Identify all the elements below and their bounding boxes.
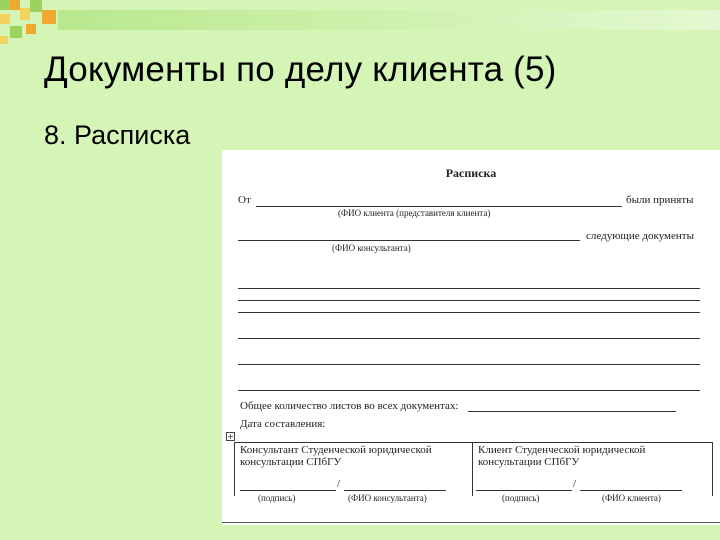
- table-top-border: [234, 442, 712, 443]
- decor-square: [20, 8, 30, 20]
- consultant-signature-line: [240, 490, 336, 491]
- consultant-name-caption: (ФИО консультанта): [348, 493, 427, 503]
- decor-square: [26, 24, 36, 34]
- documents-line: [238, 288, 700, 289]
- decor-square: [10, 26, 22, 38]
- client-name-signature-line: [580, 490, 682, 491]
- table-handle-icon: +: [227, 432, 234, 441]
- table-border: [712, 442, 713, 496]
- header-strip: [58, 10, 720, 30]
- slide-subtitle: 8. Расписка: [44, 120, 191, 150]
- accepted-label: были приняты: [626, 194, 694, 206]
- slash: /: [337, 478, 341, 490]
- receipt-document: [222, 150, 720, 525]
- client-signature-line: [476, 490, 572, 491]
- decor-square: [0, 14, 10, 24]
- documents-line: [238, 300, 700, 301]
- documents-line: [238, 312, 700, 313]
- decor-square: [0, 36, 8, 44]
- consultant-signature-caption: (подпись): [258, 493, 296, 503]
- consultant-name-line: [238, 240, 580, 241]
- documents-line: [238, 364, 700, 365]
- total-pages-line: [468, 411, 676, 412]
- right-block-line2: консультации СПбГУ: [478, 456, 580, 468]
- decor-square: [10, 0, 20, 10]
- slash: /: [573, 478, 577, 490]
- decor-square: [30, 0, 42, 12]
- left-block-line1: Консультант Студенческой юридической: [240, 444, 432, 456]
- table-border: [472, 442, 473, 496]
- following-docs-label: следующие документы: [586, 230, 694, 242]
- decor-square: [42, 10, 56, 24]
- from-label: От: [238, 194, 251, 206]
- documents-line: [238, 390, 700, 391]
- table-border: [234, 442, 235, 496]
- slide-title: Документы по делу клиента (5): [44, 50, 557, 89]
- client-signature-caption: (подпись): [502, 493, 540, 503]
- consultant-caption: (ФИО консультанта): [332, 243, 411, 253]
- page-bottom-edge: [222, 522, 720, 523]
- consultant-name-signature-line: [344, 490, 446, 491]
- total-pages-label: Общее количество листов во всех документах:: [240, 400, 459, 412]
- date-label: Дата составления:: [240, 418, 326, 430]
- client-name-caption: (ФИО клиента): [602, 493, 661, 503]
- client-caption: (ФИО клиента (представителя клиента): [338, 208, 491, 218]
- right-block-line1: Клиент Студенческой юридической: [478, 444, 646, 456]
- client-name-line: [256, 206, 622, 207]
- document-heading: Расписка: [445, 166, 497, 180]
- documents-line: [238, 338, 700, 339]
- left-block-line2: консультации СПбГУ: [240, 456, 342, 468]
- decor-square: [0, 0, 10, 10]
